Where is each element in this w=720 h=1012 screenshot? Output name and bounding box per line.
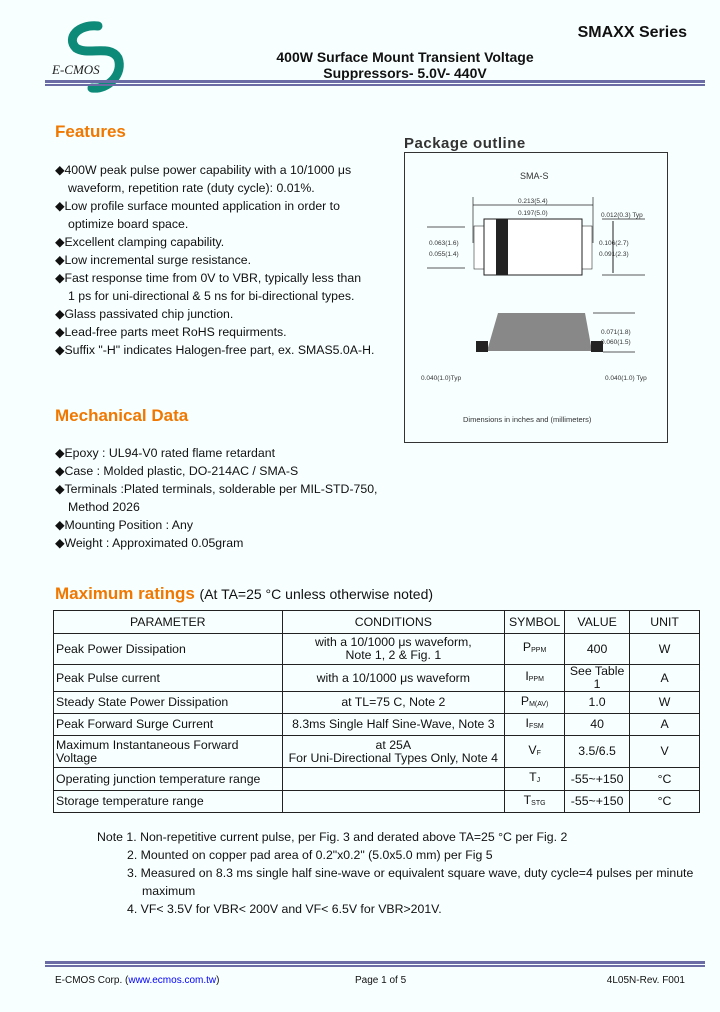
value-cell: 1.0	[565, 692, 630, 714]
conditions-cell	[282, 768, 505, 791]
symbol-cell: $I_{PPM}$	[505, 665, 565, 692]
table-row	[54, 634, 700, 665]
unit-cell: °C	[630, 768, 700, 791]
svg-text:0.071(1.8): 0.071(1.8)	[601, 329, 631, 336]
features-heading: Features	[55, 122, 126, 141]
parameter-cell: Peak Forward Surge Current	[54, 714, 283, 736]
symbol-cell: $I_{FSM}$	[505, 714, 565, 736]
svg-text:0.197(5.0): 0.197(5.0)	[518, 210, 548, 217]
column-header: PARAMETER	[54, 611, 283, 634]
list-item: ◆Terminals :Plated terminals, solderable per MIL-STD-750,	[55, 482, 378, 496]
package-outline-heading: Package outline	[404, 135, 526, 152]
maximum-ratings-table	[53, 610, 700, 813]
mechanical-list	[55, 444, 377, 552]
symbol-cell: $P_{PPM}$	[505, 634, 565, 665]
column-header: VALUE	[565, 611, 630, 634]
column-header: UNIT	[630, 611, 700, 634]
symbol-cell: $P_{M(AV)}$	[505, 692, 565, 714]
conditions-cell: with a 10/1000 μs waveform	[282, 665, 505, 692]
table-row	[54, 736, 700, 768]
svg-text:E-CMOS: E-CMOS	[52, 62, 100, 77]
package-caption: Dimensions in inches and (millimeters)	[463, 415, 592, 424]
list-item: ◆Fast response time from 0V to VBR, typically less than	[55, 271, 362, 285]
note: 2. Mounted on copper pad area of 0.2"x0.2" (5.0x5.0 mm) per Fig 5	[127, 848, 493, 862]
value-cell: 3.5/6.5	[565, 736, 630, 768]
revision: 4L05N-Rev. F001	[606, 975, 685, 986]
parameter-cell: Maximum Instantaneous Forward Voltage	[54, 736, 283, 768]
conditions-cell: at TL=75 C, Note 2	[282, 692, 505, 714]
header-divider	[45, 80, 705, 86]
symbol-cell: $V_F$	[505, 736, 565, 768]
website-link[interactable]: www.ecmos.com.tw	[128, 975, 217, 986]
parameter-cell: Peak Power Dissipation	[54, 634, 283, 665]
conditions-cell: at 25A For Uni-Directional Types Only, Note 4	[282, 736, 505, 768]
unit-cell: A	[630, 665, 700, 692]
svg-text:0.091(2.3): 0.091(2.3)	[599, 251, 629, 258]
unit-cell: A	[630, 714, 700, 736]
list-item: ◆Low profile surface mounted application in order to	[55, 199, 340, 213]
note: 4. VF< 3.5V for VBR< 200V and VF< 6.5V for VBR>201V.	[127, 902, 442, 916]
features-list	[55, 161, 374, 359]
list-item: ◆Excellent clamping capability.	[55, 235, 225, 249]
list-item: Method 2026	[68, 500, 140, 514]
unit-cell: W	[630, 692, 700, 714]
column-header: SYMBOL	[505, 611, 565, 634]
list-item: waveform, repetition rate (duty cycle): 0.01%.	[68, 181, 315, 195]
value-cell: 400	[565, 634, 630, 665]
svg-text:0.106(2.7): 0.106(2.7)	[599, 240, 629, 247]
unit-cell: W	[630, 634, 700, 665]
unit-cell: °C	[630, 791, 700, 813]
list-item: ◆Low incremental surge resistance.	[55, 253, 252, 267]
list-item: optimize board space.	[68, 217, 189, 231]
table-row	[54, 714, 700, 736]
list-item: ◆Weight : Approximated 0.05gram	[55, 536, 244, 550]
table-row	[54, 791, 700, 813]
svg-text:0.012(0.3) Typ: 0.012(0.3) Typ	[601, 212, 643, 219]
footer-divider	[45, 961, 705, 967]
note: Note 1. Non-repetitive current pulse, per Fig. 3 and derated above TA=25 °C per Fig. 2	[97, 830, 568, 844]
list-item: ◆Suffix "-H" indicates Halogen-free part, ex. SMAS5.0A-H.	[55, 343, 375, 357]
column-header: CONDITIONS	[282, 611, 505, 634]
series-name: SMAXX Series	[577, 24, 687, 41]
parameter-cell: Peak Pulse current	[54, 665, 283, 692]
value-cell: 40	[565, 714, 630, 736]
maximum-ratings-heading: Maximum ratings (At TA=25 °C unless otherwise noted)	[55, 584, 434, 603]
list-item: ◆Epoxy : UL94-V0 rated flame retardant	[55, 446, 275, 460]
list-item: ◆400W peak pulse power capability with a 10/1000 μs	[55, 163, 352, 177]
footer-company: E-CMOS Corp. (www.ecmos.com.tw)	[55, 975, 220, 986]
conditions-cell: with a 10/1000 μs waveform, Note 1, 2 & Fig. 1	[282, 634, 505, 665]
conditions-cell	[282, 791, 505, 813]
document-title: 400W Surface Mount Transient Voltage Suppressors- 5.0V- 440V	[276, 49, 534, 81]
package-outline-diagram	[404, 152, 668, 443]
svg-text:0.040(1.0)Typ: 0.040(1.0)Typ	[421, 375, 462, 382]
svg-text:0.213(5.4): 0.213(5.4)	[518, 198, 548, 205]
mechanical-data-heading: Mechanical Data	[55, 406, 189, 425]
table-row	[54, 692, 700, 714]
list-item: ◆Lead-free parts meet RoHS requirments.	[55, 325, 287, 339]
notes	[97, 828, 693, 918]
svg-text:0.040(1.0) Typ: 0.040(1.0) Typ	[605, 375, 647, 382]
value-cell: -55~+150	[565, 768, 630, 791]
parameter-cell: Operating junction temperature range	[54, 768, 283, 791]
unit-cell: V	[630, 736, 700, 768]
svg-text:0.055(1.4): 0.055(1.4)	[429, 251, 459, 258]
company-logo	[48, 18, 128, 98]
list-item: 1 ps for uni-directional & 5 ns for bi-directional types.	[68, 289, 355, 303]
svg-text:0.063(1.6): 0.063(1.6)	[429, 240, 459, 247]
svg-text:0.060(1.5): 0.060(1.5)	[601, 339, 631, 346]
note: maximum	[142, 884, 196, 898]
note: 3. Measured on 8.3 ms single half sine-wave or equivalent square wave, duty cycle=4 pulses per minute	[127, 866, 694, 880]
list-item: ◆Case : Molded plastic, DO-214AC / SMA-S	[55, 464, 299, 478]
symbol-cell: $T_J$	[505, 768, 565, 791]
value-cell: See Table 1	[565, 665, 630, 692]
package-name: SMA-S	[520, 171, 549, 181]
page-number: Page 1 of 5	[355, 975, 407, 986]
list-item: ◆Mounting Position : Any	[55, 518, 193, 532]
list-item: ◆Glass passivated chip junction.	[55, 307, 234, 321]
parameter-cell: Steady State Power Dissipation	[54, 692, 283, 714]
parameter-cell: Storage temperature range	[54, 791, 283, 813]
value-cell: -55~+150	[565, 791, 630, 813]
table-row	[54, 665, 700, 692]
conditions-cell: 8.3ms Single Half Sine-Wave, Note 3	[282, 714, 505, 736]
table-row	[54, 768, 700, 791]
symbol-cell: $T_{STG}$	[505, 791, 565, 813]
